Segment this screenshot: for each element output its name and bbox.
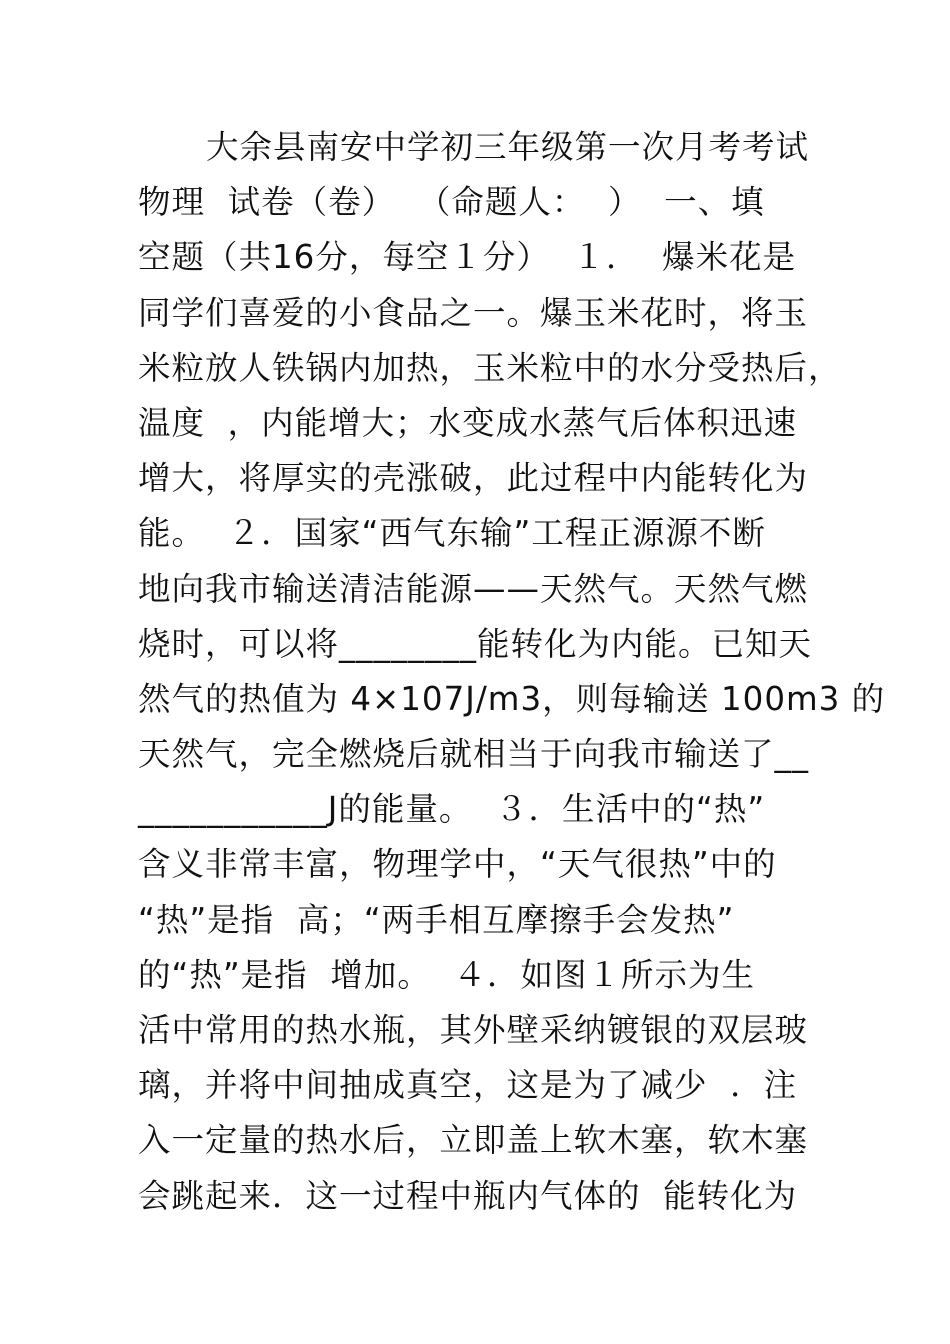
text-line: 入一定量的热水后，立即盖上软木塞，软木塞 bbox=[138, 1121, 809, 1160]
text-line: 然气的热值为 4×107J/m3，则每输送 100m3 的 bbox=[138, 679, 886, 718]
text-line: 天然气，完全燃烧后就相当于向我市输送了__ bbox=[138, 735, 810, 774]
text-line: 烧时，可以将________能转化为内能。已知天 bbox=[138, 624, 813, 663]
text-line: 含义非常丰富，物理学中，“天气很热”中的 bbox=[138, 845, 777, 884]
text-line: 温度 ，内能增大；水变成水蒸气后体积迅速 bbox=[138, 403, 798, 442]
text-line: 同学们喜爱的小食品之一。爆玉米花时，将玉 bbox=[138, 293, 809, 332]
text-line: 大余县南安中学初三年级第一次月考考试 bbox=[206, 128, 810, 166]
text-line: 米粒放人铁锅内加热，玉米粒中的水分受热后， bbox=[138, 348, 842, 387]
document-body bbox=[138, 126, 886, 1230]
text-line: 增大，将厚实的壳涨破，此过程中内能转化为 bbox=[138, 459, 809, 498]
text-line: 空题（共16分，每空１分） １． 爆米花是 bbox=[138, 238, 797, 277]
text-line: 地向我市输送清洁能源——天然气。天然气燃 bbox=[138, 569, 809, 608]
text-line: 的“热”是指 增加。 ４．如图１所示为生 bbox=[138, 955, 755, 994]
text-line: 会跳起来．这一过程中瓶内气体的 能转化为 bbox=[138, 1176, 798, 1215]
text-line: 璃，并将中间抽成真空，这是为了减少 ．注 bbox=[138, 1066, 798, 1105]
text-line: 活中常用的热水瓶，其外壁采纳镀银的双层玻 bbox=[138, 1011, 809, 1049]
text-line: 能。 ２．国家“西气东输”工程正源源不断 bbox=[138, 514, 766, 553]
text-line: “热”是指 高；“两手相互摩擦手会发热” bbox=[138, 900, 735, 939]
text-line: 物理 试卷（卷） （命题人： ） 一、填 bbox=[138, 183, 765, 222]
text-line: ___________J的能量。 ３．生活中的“热” bbox=[138, 790, 766, 829]
